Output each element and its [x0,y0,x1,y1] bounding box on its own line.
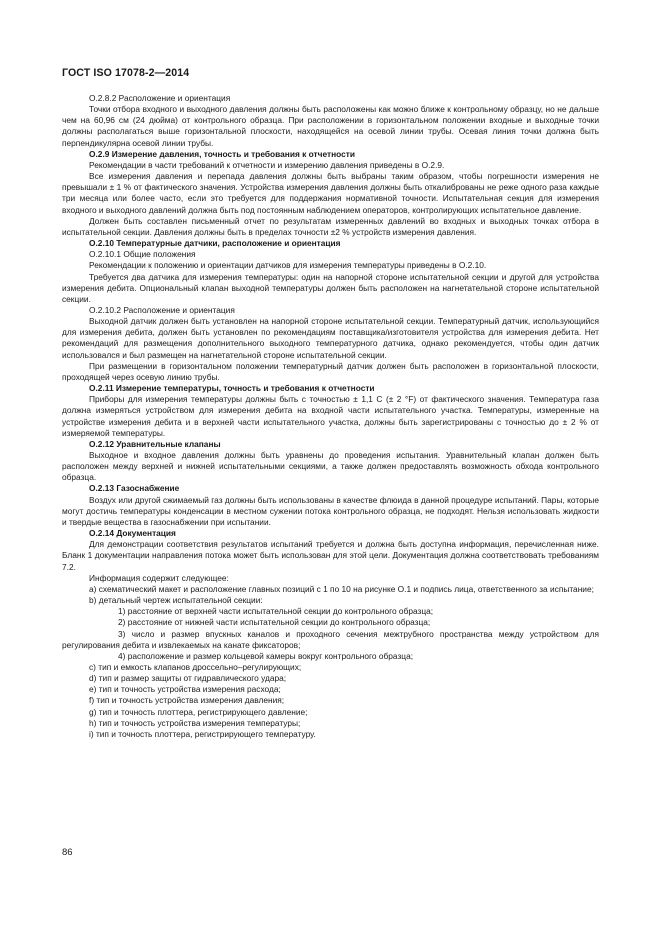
sub-list-item: 3) число и размер впускных каналов и проходного сечения межтрубного пространства между устройством для регулирования дебита и извлекаемых на канате фиксаторов; [62,628,599,650]
document-header: ГОСТ ISO 17078-2—2014 [62,67,190,79]
paragraph: Выходное и входное давления должны быть уравнены до проведения испытания. Уравнительный клапан должен быть расположен между верхней и нижней испытательными секциями, а также должен предоставлять возможность обхода контрольного образца. [62,450,599,483]
sub-list-item: 4) расположение и размер кольцевой камеры вокруг контрольного образца; [118,650,414,661]
paragraph: Должен быть составлен письменный отчет по результатам измеренных давлений во входных и выходных точках отбора в испытательной секции. Давления должны быть в пределах точности ±2 % устройств измерения давления. [62,215,599,237]
paragraph: Воздух или другой сжимаемый газ должны быть использованы в качестве флюида в данной процедуре испытаний. Пары, которые могут достичь температуры конденсации в местном сужении потока контрольного образца, не подходят. Нельзя использовать жидкости и твердые вещества в газоснабжении при испытании. [62,494,599,527]
paragraph: Требуется два датчика для измерения температуры: один на напорной стороне испытательной секции и другой для устройства измерения дебита. Опциональный клапан выходной температуры должен быть расположен на нагнетательной стороне испытательной секции. [62,271,599,304]
sub-list-item: 1) расстояние от верхней части испытательной секции до контрольного образца; [118,606,434,617]
paragraph: Приборы для измерения температуры должны быть с точностью ± 1,1 С (± 2 °F) от фактического значения. Температура газа должна измеряться устройством для измерения дебита на входной части испытательного участка. Температуры, измеренные на устройстве измерения дебита и в верхней части испытательного участка, должны быть зарегистрированы с точностью до ± 2 % от измеряемой температуры. [62,394,599,438]
paragraph: Все измерения давления и перепада давления должны быть выбраны таким образом, чтобы погрешности измерения не превышали ± 1 % от фактического значения. Устройства измерения давления должны быть откалиброваны не реже одного раза каждые три месяца или более часто, если это требуется для поддержания нормативной точности. Испытательная секция для измерения входного и выходного давлений должна быть под постоянным наблюдением операторов, контролирующих испытательное давление. [62,171,599,215]
paragraph: О.2.10.2 Расположение и ориентация [89,304,235,315]
paragraph: О.2.10.1 Общие положения [89,249,196,260]
section-heading: О.2.14 Документация [89,528,176,539]
document-body [62,93,599,740]
paragraph: Для демонстрации соответствия результатов испытаний требуется и должна быть доступна информация, перечисленная ниже. Бланк 1 документации направления потока может быть использован для этой цели. Документация должна соответствовать требованиям 7.2. [62,539,599,572]
list-item: g) тип и точность плоттера, регистрирующего давление; [89,706,308,717]
list-item: i) тип и точность плоттера, регистрирующего температуру. [89,728,316,739]
paragraph: Выходной датчик должен быть установлен на напорной стороне испытательной секции. Температурный датчик, использующийся для измерения дебита, должен быть установлен по рекомендациям поставщика/изготовителя устройства для измерения дебита. Нет рекомендаций для размещения дополнительного выходного температурного датчика, однако рекомендуется, чтобы один датчик использовался и был размещен на нагнетательной стороне испытательной секции. [62,316,599,360]
list-item: c) тип и емкость клапанов дроссельно–регулирующих; [89,661,302,672]
section-heading: О.2.13 Газоснабжение [89,483,180,494]
page-number: 86 [62,847,73,858]
list-item: f) тип и точность устройства измерения давления; [89,695,285,706]
list-item: d) тип и размер защиты от гидравлического удара; [89,673,287,684]
paragraph: Рекомендации в части требований к отчетности и измерению давления приведены в О.2.9. [89,159,445,170]
section-heading: О.2.12 Уравнительные клапаны [89,438,221,449]
sub-list-item: 2) расстояние от нижней части испытательной секции до контрольного образца; [118,617,431,628]
paragraph: Точки отбора входного и выходного давления должны быть расположены как можно ближе к контрольному образцу, но не дальше чем на 60,96 см (24 дюйма) от контрольного образца. При расположении в горизонтальном положении входные и выходные точки должны располагаться выше горизонтальной плоскости, находящейся на осевой линии трубы. Осевая линия точки должна быть перпендикулярна осевой линии трубы. [62,104,599,148]
list-item: a) схематический макет и расположение главных позиций с 1 по 10 на рисунке О.1 и подпись лица, ответственного за испытание; [89,583,594,594]
section-heading: О.2.11 Измерение температуры, точность и требования к отчетности [89,383,375,394]
list-item: b) детальный чертеж испытательной секции: [89,595,263,606]
section-heading: О.2.9 Измерение давления, точность и требования к отчетности [89,148,355,159]
paragraph: О.2.8.2 Расположение и ориентация [89,93,231,103]
paragraph: Рекомендации к положению и ориентации датчиков для измерения температуры приведены в О.2.10. [89,260,487,271]
paragraph: При размещении в горизонтальном положении температурный датчик должен быть расположен в горизонтальной плоскости, проходящей через осевую линию трубы. [62,360,599,382]
list-item: h) тип и точность устройства измерения температуры; [89,717,301,728]
list-item: e) тип и точность устройства измерения расхода; [89,684,281,695]
paragraph: Информация содержит следующее: [89,572,229,583]
section-heading: О.2.10 Температурные датчики, расположение и ориентация [89,238,341,249]
